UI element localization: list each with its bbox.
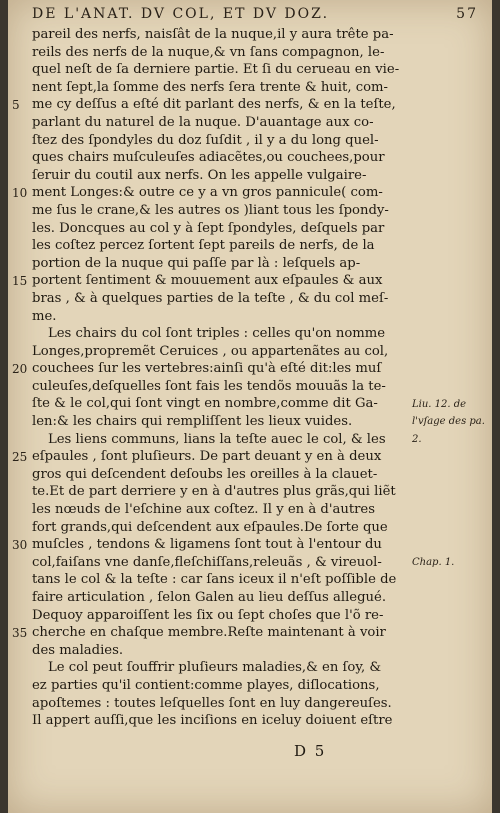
text-line: des maladies. — [32, 642, 124, 658]
margin-note: Liu. 12. de — [412, 398, 467, 410]
text-line: ment Longes:& outre ce y a vn gros pannicule( com- — [32, 185, 383, 201]
line-number: 10 — [12, 186, 28, 201]
text-line: te.Et de part derriere y en à d'autres plus grãs,qui liẽt — [32, 484, 396, 500]
text-line: ſtez des ſpondyles du doz ſuſdit , il y a du long quel- — [32, 132, 379, 148]
text-line: muſcles , tendons & ligamens ſont tout à l'entour du — [32, 537, 382, 553]
text-line: reils des nerfs de la nuque,& vn ſans compagnon, le- — [32, 44, 385, 60]
text-line: Le col peut ſouffrir pluſieurs maladies,& en ſoy, & — [48, 660, 382, 676]
text-line: col,faiſans vne danſe,fleſchiſſans,releuãs , & vireuol- — [32, 554, 382, 570]
text-line: Les chairs du col ſont triples : celles qu'on nomme — [48, 326, 386, 342]
text-line: ſeruir du coutil aux nerfs. On les appelle vulgaire- — [32, 167, 367, 183]
text-line: les coſtez percez ſortent ſept pareils de nerfs, de la — [32, 238, 375, 254]
line-number: 30 — [12, 538, 28, 553]
text-line: gros qui deſcendent deſoubs les oreilles à la clauet- — [32, 466, 378, 482]
signature-mark: D 5 — [294, 742, 327, 760]
text-line: ez parties qu'il contient:comme playes, diſlocations, — [32, 677, 380, 693]
text-line: pareil des nerfs, naisſât de la nuque,il y aura trête pa- — [32, 27, 394, 42]
text-line: parlant du naturel de la nuque. D'auantage aux co- — [32, 114, 374, 130]
text-line: Les liens communs, lians la teſte auec le col, & les — [48, 431, 386, 447]
text-line: ſte & le col,qui ſont vingt en nombre,comme dit Ga- — [32, 396, 378, 412]
text-line: Il appert auſſi,que les inciſions en iceluy doiuent eſtre — [32, 713, 393, 729]
text-line: culeuſes,deſquelles ſont fais les tendõs mouuãs la te- — [32, 378, 386, 394]
text-line: portion de la nuque qui paſſe par là : leſquels ap- — [32, 255, 361, 271]
text-line: apoſtemes : toutes leſquelles ſont en luy dangereuſes. — [32, 695, 392, 711]
text-line: les nœuds de l'eſchine aux coſtez. Il y en à d'autres — [32, 502, 375, 518]
text-line: len:& les chairs qui rempliſſent les lieux vuides. — [32, 414, 353, 430]
text-line: me. — [32, 308, 57, 324]
page-number: 57 — [456, 6, 478, 22]
text-line: les. Doncques au col y à ſept ſpondyles, deſquels par — [32, 220, 385, 236]
margin-note: 2. — [412, 433, 422, 445]
text-line: me ſus le crane,& les autres os )liant tous les ſpondy- — [32, 202, 389, 218]
running-head — [32, 6, 478, 22]
text-line: cherche en chaſque membre.Reſte maintenant à voir — [32, 625, 386, 641]
margin-note: Chap. 1. — [412, 557, 455, 568]
running-title: DE L'ANAT. DV COL, ET DV DOZ. — [32, 6, 330, 22]
text-line: bras , & à quelques parties de la teſte , & du col meſ- — [32, 290, 389, 306]
text-line: tans le col & la teſte : car ſans iceux il n'eſt poſſible de — [32, 572, 397, 588]
line-number: 20 — [12, 362, 28, 377]
line-number: 5 — [12, 98, 20, 113]
text-line: quel neſt de ſa derniere partie. Et ſi du cerueau en vie- — [32, 62, 400, 78]
text-line: Dequoy apparoiſſent les ſix ou ſept choſes que l'õ re- — [32, 607, 384, 623]
book-page — [8, 0, 492, 813]
text-line: faire articulation , ſelon Galen au lieu deſſus allegué. — [32, 590, 387, 605]
line-number: 25 — [12, 450, 28, 465]
text-line: Longes,propremẽt Ceruices , ou appartenãtes au col, — [32, 343, 389, 359]
main-text — [32, 26, 408, 730]
text-line: nent ſept,la ſomme des nerfs ſera trente & huit, com- — [32, 79, 388, 95]
text-line: eſpaules , ſont pluſieurs. De part deuant y en à deux — [32, 449, 382, 465]
text-line: portent ſentiment & mouuement aux eſpaules & aux — [32, 273, 383, 289]
text-line: couchees ſur les vertebres:ainſi qu'à eſté dit:les muſ — [32, 361, 382, 377]
line-number: 15 — [12, 274, 28, 289]
text-line: fort grands,qui deſcendent aux eſpaules.De ſorte que — [32, 519, 388, 535]
line-number: 35 — [12, 626, 28, 641]
margin-note: l'vſage des pa. — [412, 416, 485, 428]
text-line: me cy deſſus a eſté dit parlant des nerfs, & en la teſte, — [32, 97, 396, 113]
text-line: ques chairs muſculeuſes adiacẽtes,ou couchees,pour — [32, 150, 385, 166]
